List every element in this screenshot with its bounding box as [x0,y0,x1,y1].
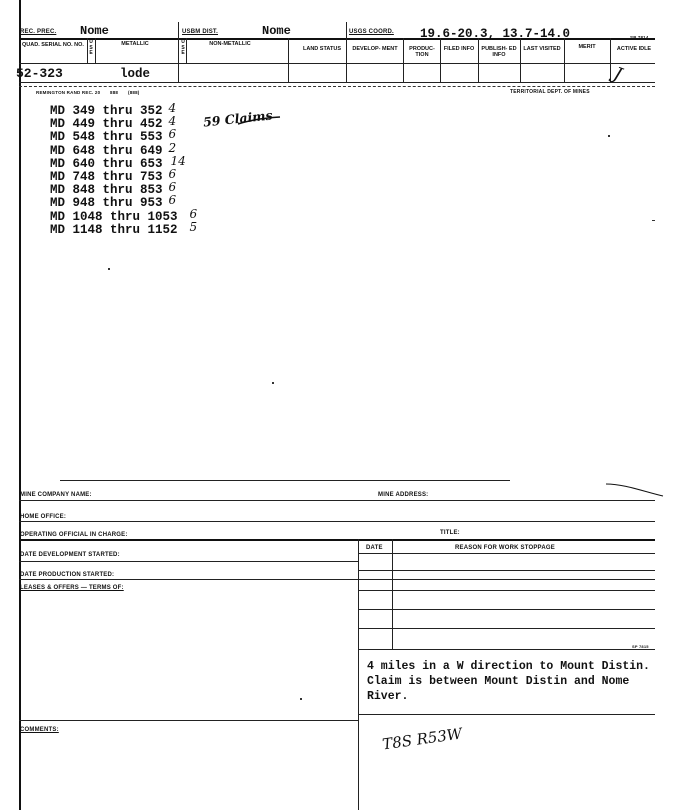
active-idle-label: ACTIVE IDLE [616,46,652,52]
claim-row: MD 449 thru 452 [50,117,163,132]
claims-total: 59 Claims [202,107,274,130]
header-rule [19,38,655,40]
published-info-label: PUBLISH- ED INFO [481,46,517,58]
col-sep-10 [520,38,521,82]
location-note-line-2: Claim is between Mount Distin and Nome [367,675,630,688]
speck [608,135,610,137]
col-sep-2 [95,38,96,63]
filed-info-label: FILED INFO [443,46,475,52]
col-sep-8 [440,38,441,82]
rule-leases-end [19,720,358,721]
comments-label: COMMENTS: [20,727,59,733]
rec-prec-label: REC. PREC. [20,29,57,35]
date-production-label: DATE PRODUCTION STARTED: [20,572,115,578]
total-underline [236,116,282,126]
location-note-line-3: River. [367,690,409,703]
speck [652,220,655,221]
col-sep-7 [403,38,404,82]
location-note-line-1: 4 miles in a W direction to Mount Distin. [367,660,650,673]
middle-divider [358,539,359,810]
claim-count: 4 [168,101,177,115]
printer-code-2: (888) [128,90,140,95]
non-metallic-label: NON-METALLIC [209,41,251,47]
claim-row: MD 648 thru 649 [50,143,163,158]
claim-row: MD 848 thru 853 [50,183,163,198]
use-code-label: U S E [89,39,93,56]
home-office-label: HOME OFFICE: [20,514,67,520]
printer-note: REMINGTON RAND REC. 20 [36,90,101,95]
claim-count: 4 [168,114,177,129]
mine-company-label: MINE COMPANY NAME: [20,492,92,498]
land-status-label: LAND STATUS [303,46,341,52]
claim-row: MD 349 thru 352 [50,104,163,118]
reason-label: REASON FOR WORK STOPPAGE [455,545,555,551]
rule-development [19,561,358,562]
last-visited-label: LAST VISITED [523,46,561,52]
rule-company [19,500,655,501]
township-range: T8S R53W [381,724,464,754]
metallic-value: lode [120,67,151,81]
location-note [367,659,650,704]
claim-count: 2 [168,140,177,155]
speck [108,268,110,270]
active-mark: J [610,63,625,86]
claim-row: MD 640 thru 653 [50,156,163,171]
department-name: TERRITORIAL DEPT. OF MINES [510,89,590,95]
rec-prec-value: Nome [80,24,109,38]
date-label: DATE [366,545,383,551]
claim-count: 6 [189,206,198,221]
lower-top-rule [60,480,510,481]
col-sep-12 [610,38,611,82]
title-label: TITLE: [440,530,460,536]
use-code-label-2: U S E [181,39,185,56]
reason-row-2 [358,590,655,591]
rule-production [19,579,655,580]
claim-row: MD 1148 thru 1152 [50,222,178,237]
usgs-coord-label: USGS COORD. [349,29,394,35]
perforation-rule [19,86,655,87]
col-sep-6 [346,22,347,82]
speck [272,382,274,384]
rule-home [19,521,655,522]
claim-row: MD 748 thru 753 [50,170,163,184]
date-col-divider [392,539,393,649]
claim-count: 14 [170,153,186,168]
reason-row-5 [358,649,655,650]
development-label: DEVELOP- MENT [352,46,398,52]
usbm-dist-value: Nome [262,24,291,38]
usbm-dist-label: USBM DIST. [182,29,219,35]
printer-code-1: 888 [110,90,119,95]
serial-number: 52-323 [16,66,63,81]
reason-row-3 [358,609,655,610]
usgs-coord-value: 19.6-20.3, 13.7-14.0 [420,27,571,41]
claim-count: 5 [189,219,198,234]
rule-date-head [358,553,655,554]
quad-serial-label: QUAD. SERIAL NO. NO. [22,42,84,48]
claim-count: 6 [168,180,177,195]
speck [300,698,302,700]
date-development-label: DATE DEVELOPMENT STARTED: [20,552,120,558]
column-header-rule [19,63,655,64]
binding-edge [19,0,21,810]
claim-row: MD 1048 thru 1053 [50,209,178,224]
reason-row-4 [358,628,655,629]
rule-location [358,714,655,715]
rule-official [19,539,655,541]
stray-curve [605,482,665,498]
leases-label: LEASES & OFFERS — TERMS OF: [20,585,124,591]
record-row-rule [19,82,655,83]
claim-row: MD 548 thru 553 [50,130,163,145]
merit-label: MERIT [578,44,596,50]
mine-address-label: MINE ADDRESS: [378,492,429,498]
claim-count: 6 [168,193,177,208]
reason-row-1 [358,570,655,571]
claim-count: 6 [168,127,177,142]
metallic-label: METALLIC [121,41,149,47]
form-number-mid: SP 7815 [632,644,649,649]
claim-count: 6 [168,167,177,181]
production-label: PRODUC- TION [409,46,435,58]
col-sep-9 [478,38,479,82]
claim-row: MD 948 thru 953 [50,196,163,211]
form-number-top: SP 7814 [630,35,649,40]
col-sep-5 [288,38,289,82]
operating-official-label: OPERATING OFFICIAL IN CHARGE: [20,532,128,538]
